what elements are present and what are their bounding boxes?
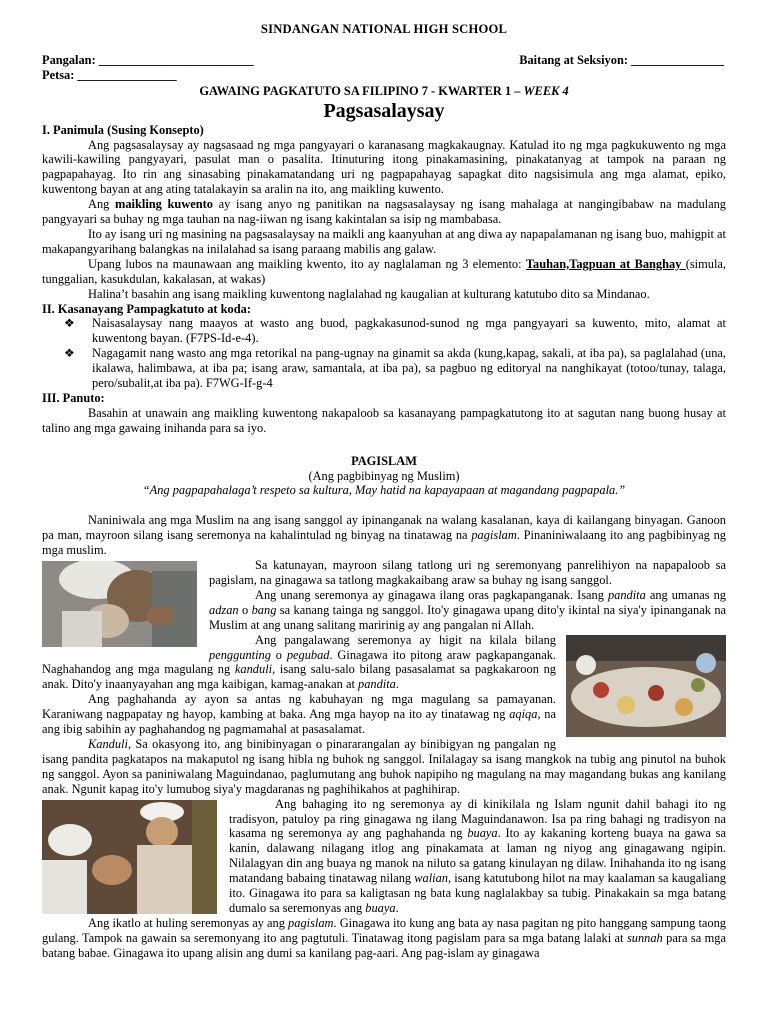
elements-list: Tauhan,Tagpuan at Banghay [525, 256, 686, 271]
photo-kanduli-feast [566, 635, 726, 737]
term: pandita [607, 587, 646, 602]
section-1-paragraph-4 [42, 257, 726, 287]
term: pagislam [288, 915, 334, 930]
term: pandita [358, 677, 396, 692]
text-run: Ang pangalawang seremonya ay higit na kilala bilang [255, 632, 556, 647]
text-run: para sa mga batang babae. Ginagawa ito upang alisin ang dumi sa kanilang pag-aari. Ang pag-islam ay ginagawa [42, 930, 726, 960]
worksheet-page [42, 22, 726, 961]
text-run: (simula, tunggalian, kasukdulan, kakalasan, at wakas) [42, 256, 726, 286]
term: pegubad [286, 647, 330, 662]
term: adzan [209, 602, 239, 617]
text-run: ay isang anyo ng panitikan na nagsasalaysay ng isang mahalaga at nangingibabaw na madulang pangyayari sa buhay ng mga tauhan na nag-iiwan ng isang kakintalan sa isip ng mambabasa. [42, 197, 726, 227]
section-3-heading: III. Panuto: [42, 390, 105, 405]
term: buaya [467, 826, 498, 841]
text-run: . Ginagawa ito kung ang bata ay nasa pagitan ng pito hanggang sampung taong gulang. Tampok na gawain sa seremonyang ito ang pagtutuli. Tinatawag itong pagislam para sa mga batang lalaki at [42, 915, 726, 945]
section-1-paragraph-5: Halina’t basahin ang isang maikling kuwentong naglalahad ng kaugalian at kulturang katutubo dito sa Mindanao. [88, 286, 650, 301]
diamond-bullet-icon: ❖ [64, 316, 75, 331]
text-run: . Ginagawa ito pitong araw pagkapanganak. Naghahandog ang mga magulang ng [42, 647, 556, 677]
week-label: WEEK 4 [523, 83, 569, 98]
term: bang [251, 602, 277, 617]
section-2-heading: II. Kasanayang Pampagkatuto at koda: [42, 301, 251, 316]
text-run: o [238, 602, 252, 617]
page-title: Pagsasalaysay [323, 99, 445, 122]
text-run: Ang paghahanda ay ayon sa antas ng kabuhayan ng mga magulang sa pamayanan. Karaniwang nagpapatay ng hayop, kambing at baka. Ang mga hayop na ito ay tinatawag ng [42, 692, 556, 722]
text-run: o [270, 647, 287, 662]
text-run: Ang [88, 197, 116, 212]
text-run: Naniniwala ang mga Muslim na ang isang sanggol ay ipinanganak na walang kasalanan, kaya di kailangang binyagan. Ganoon pa man, mayroon silang isang seremonya na kahalintulad ng binyag na tinatawag na [42, 513, 726, 543]
text-run: Ang ikatlo at huling seremonyas ay ang [88, 915, 289, 930]
story-quote: “Ang pagpapahalaga’t respeto sa kultura, May hatid na kapayapaan at magandang pagpapala.” [142, 483, 626, 498]
text-run: . [395, 900, 399, 915]
objective-item [64, 316, 726, 346]
objective-item [64, 346, 726, 391]
text-run: sa kanang tainga ng sanggol. Ito'y ginagawa upang dito'y ikintal na siya'y ipinanganak na Muslim at ang unang salitang maririnig ay ang pangalan ni Allah. [209, 602, 727, 632]
text-run: , isang katutubong hilot na may kaalaman sa kaugaliang ito. Ginagawa ito para sa kaligtasan ng bata kung naglalakbay sa tubig. Pinakakain sa mga batang dumalo sa seremonyas ang [229, 871, 726, 915]
objective-text: Nagagamit nang wasto ang mga retorikal na pang-ugnay na ginamit sa akda (kung,kapag, sakali, at iba pa), sa paglalahad (una, ikalawa, halimbawa, at iba pa; isang araw, samantala, at iba pa), sa pagbuo ng editoryal na nanghikayat (totoo/tunay, talaga, pero/subalit,at iba pa). F7WG-If-g-4 [92, 346, 726, 391]
term: kanduli [234, 662, 273, 677]
story-paragraph-1 [42, 513, 726, 558]
story-paragraph-2: Sa katunayan, mayroon silang tatlong uri ng seremonyang panrelihiyon na napapaloob sa pagislam, na ginagawa sa tatlong magkakaibang araw sa buhay ng isang sanggol. [209, 558, 726, 587]
story-subtitle: (Ang pagbibinyag ng Muslim) [308, 468, 460, 483]
diamond-bullet-icon: ❖ [64, 346, 75, 361]
objectives-list [42, 316, 726, 391]
kwarter-text: GAWAING PAGKATUTO SA FILIPINO 7 - KWARTER 1 – [199, 83, 524, 98]
section-1-paragraph-3: Ito ay isang uri ng masining na pagsasalaysay na maikli ang kaanyuhan at ang diwa ay napapalamanan ng isang buo, mahigpit at makapangyarihang balangkas na inilalahad sa isang paraang mabilis ang galaw. [42, 226, 726, 256]
text-run: Ang unang seremonya ay ginagawa ilang oras pagkapanganak. Isang [255, 587, 608, 602]
school-name: SINDANGAN NATIONAL HIGH SCHOOL [260, 22, 508, 36]
photo-baby-ear-blessing [42, 561, 197, 647]
info-row [42, 53, 726, 68]
story-paragraph-8 [42, 916, 726, 961]
text-run: . Ito ay kakaning korteng buaya na gawa sa kanin, dalawang nilagang itlog ang pinakamata at laman ng niyog ang ginagawang ngipin. Nilalagyan din ang buaya ng manok na niluto sa gatang kinulayan ng dilaw. Inihahanda ito ng isang matandang babaing tinatawag nilang [229, 826, 726, 886]
text-run: , isang salu-salo bilang pasasalamat sa pagkakaroon ng anak. Dito'y inaanyayahan ang mga kaibigan, kamag-anakan at [42, 662, 557, 692]
section-1-heading: I. Panimula (Susing Konsepto) [42, 122, 204, 137]
section-1-paragraph-1: Ang pagsasalaysay ay nagsasaad ng mga pangyayari o karanasang magkakaugnay. Katulad ito ng mga pagkukuwento ng mga kawili-kawiling pangyayari, pasulat man o pasalita. Itinuturing itong pinakamasining, pinakatanyag at tampok na paraan ng pagpapahayag. Ito rin ang sinasabing pinakamatandang uri ng pagpapahayag sapagkat dito nagsisimula ang mga alamat, epiko, kuwentong bayan at ang ating tatalakayin sa aralin na ito, ang maikling kuwento. [42, 137, 726, 197]
section-3-paragraph: Basahin at unawain ang maikling kuwentong nakapaloob sa kasanayang pampagkatutong ito at sagutan nang buong husay at talino ang mga gawaing inihanda para sa iyo. [42, 405, 726, 435]
objective-text: Naisasalaysay nang maayos at wasto ang buod, pagkakasunod-sunod ng mga pangyayari sa kuwento, mito, alamat at kuwentong bayan. (F7PS-Id-e-4). [92, 316, 726, 346]
photo-pagislam-ceremony [42, 800, 217, 914]
term: sunnah [626, 930, 663, 945]
text-run: , na ang ibig sabihin ay paghahandog ng pagmamahal at pasasalamat. [42, 707, 556, 737]
text-run: Upang lubos na maunawaan ang maikling kwento, ito ay naglalaman ng 3 elemento: [88, 256, 526, 271]
petsa-field[interactable]: Petsa: ________________ [42, 67, 177, 82]
kwarter-heading [42, 84, 726, 99]
text-run: , Sa okasyong ito, ang binibinyagan o pinararangalan ay binibigyan ng pangalan ng isang pandita pagkatapos na makaputol ng isang hibla ng buhok ng sanggol. Inilalagay sa isang mangkok na tubig ang pinutol na buhok ng sanggol. Ayon sa paniniwalang Maguindanao, paglumutang ang buhok napipiho ng magulang na may magandang bukas ang kanilang anak. Ngunit kapag ito'y lumubog siya'y magdaranas ng paghihikahos at paghihirap. [42, 736, 726, 796]
term-maikling-kuwento: maikling kuwento [115, 197, 213, 212]
term: penggunting [209, 647, 271, 662]
baitang-field[interactable]: Baitang at Seksiyon: _______________ [519, 52, 724, 67]
text-run: . [395, 677, 399, 692]
term: buaya [365, 900, 396, 915]
term: pagislam [471, 528, 517, 543]
story-paragraph-6 [42, 737, 726, 797]
story-title: PAGISLAM [351, 453, 417, 468]
pangalan-field[interactable]: Pangalan: _________________________ [42, 52, 254, 67]
term: walian [414, 871, 449, 886]
text-run: . Pinaniniwalaang ito ang pagbibinyag ng mga muslim. [42, 528, 726, 558]
text-run: Ang bahaging ito ng seremonya ay di kinikilala ng Islam ngunit dahil bahagi ito ng tradisyon, patuloy pa ring ginagawa ng ilang Maguindanawon. Isa pa ring bahagi ng tradisyon na kasama ng seremonya ay ang paghahanda ng [229, 796, 726, 841]
section-1-paragraph-2 [42, 197, 726, 227]
term: Kanduli [88, 736, 128, 751]
term: aqiqa [509, 707, 538, 722]
text-run: ang umanas ng [645, 587, 726, 602]
